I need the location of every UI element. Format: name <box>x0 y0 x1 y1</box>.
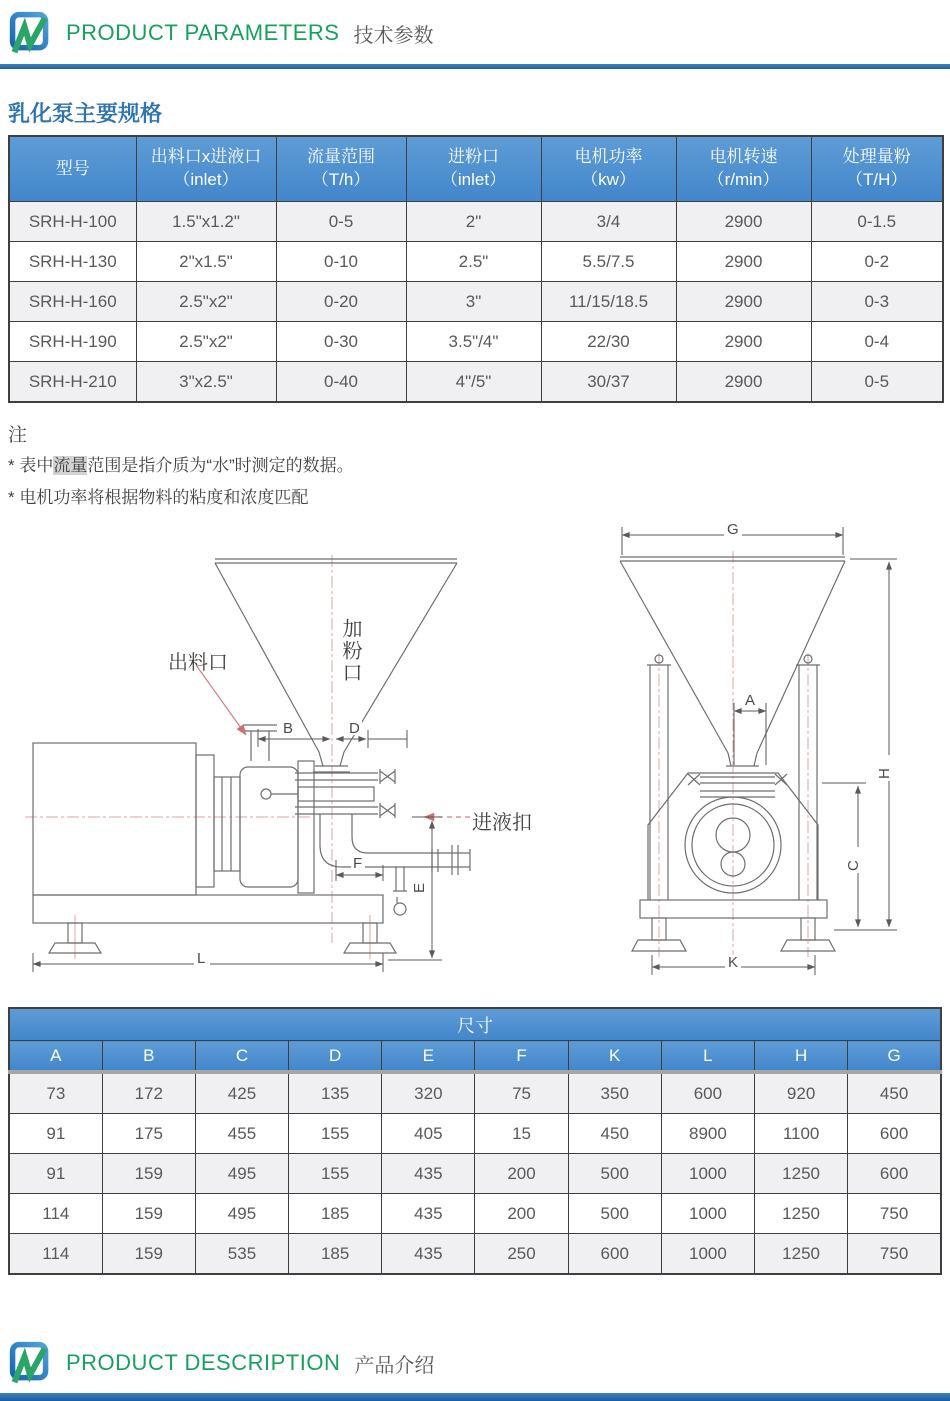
spec-col-flow-range: 流量范围 （T/h） <box>276 136 406 202</box>
note-1-suffix: 范围是指介质为“水”时测定的数据。 <box>87 456 354 475</box>
table-cell: 600 <box>661 1072 754 1114</box>
note-1-highlight: 流量 <box>53 456 88 475</box>
table-cell: 450 <box>568 1114 661 1154</box>
table-cell: 155 <box>289 1114 382 1154</box>
spec-col-powder-inlet: 进粉口 （inlet） <box>406 136 541 202</box>
dim-label-a: A <box>745 692 756 709</box>
table-row <box>9 1234 941 1275</box>
dimensions-table <box>8 1007 942 1275</box>
table-row <box>9 1114 941 1154</box>
table-cell: 535 <box>195 1234 288 1275</box>
table-cell: 159 <box>102 1234 195 1275</box>
table-cell: 75 <box>475 1072 568 1114</box>
table-cell: 3" <box>406 282 541 322</box>
note-line-1 <box>8 451 354 476</box>
table-cell: 320 <box>382 1072 475 1114</box>
dim-col-b: B <box>102 1041 195 1073</box>
table-cell: 159 <box>102 1154 195 1194</box>
notes-title: 注 <box>8 425 28 446</box>
dim-col-g: G <box>848 1041 941 1073</box>
table-cell: 0-5 <box>811 362 943 403</box>
table-cell: SRH-H-210 <box>9 362 136 403</box>
table-cell: 8900 <box>661 1114 754 1154</box>
table-cell: 159 <box>102 1194 195 1234</box>
dimension-lines <box>33 527 897 975</box>
table-cell: 114 <box>9 1194 102 1234</box>
table-cell: 0-40 <box>276 362 406 403</box>
table-cell: 1000 <box>661 1194 754 1234</box>
table-cell: 750 <box>848 1234 941 1275</box>
table-cell: 135 <box>289 1072 382 1114</box>
table-cell: 175 <box>102 1114 195 1154</box>
table-cell: 1000 <box>661 1154 754 1194</box>
spec-col-motor-power: 电机功率 （kw） <box>541 136 676 202</box>
section-title-en: PRODUCT PARAMETERS <box>66 20 340 45</box>
table-cell: 920 <box>755 1072 848 1114</box>
section-title-cn: 产品介绍 <box>354 1354 435 1377</box>
dim-label-g: G <box>727 521 739 538</box>
table-cell: 425 <box>195 1072 288 1114</box>
table-cell: 600 <box>848 1154 941 1194</box>
page-title: 乳化泵主要规格 <box>8 101 163 126</box>
table-cell: 2.5"x2" <box>136 322 276 362</box>
dim-label-k: K <box>728 954 739 971</box>
note-line-2: * 电机功率将根据物料的粘度和浓度匹配 <box>8 488 309 507</box>
spec-col-model: 型号 <box>9 136 136 202</box>
dimensions-table-title: 尺寸 <box>9 1008 941 1041</box>
note-1-prefix: * 表中 <box>8 456 54 475</box>
table-cell: 0-2 <box>811 242 943 282</box>
table-cell: 155 <box>289 1154 382 1194</box>
table-cell: 2900 <box>676 282 811 322</box>
table-cell: 2.5"x2" <box>136 282 276 322</box>
technical-drawing <box>0 515 950 985</box>
spec-table-header-row <box>9 136 943 202</box>
dim-label-l: L <box>197 950 206 967</box>
table-cell: 114 <box>9 1234 102 1275</box>
dim-col-f: F <box>475 1041 568 1073</box>
dim-col-c: C <box>195 1041 288 1073</box>
dim-label-e: E <box>411 882 428 893</box>
table-cell: 185 <box>289 1234 382 1275</box>
table-cell: 435 <box>382 1194 475 1234</box>
table-cell: 435 <box>382 1234 475 1275</box>
table-row <box>9 1194 941 1234</box>
table-cell: 250 <box>475 1234 568 1275</box>
table-cell: 2" <box>406 202 541 242</box>
table-cell: 2900 <box>676 242 811 282</box>
spec-col-capacity: 处理量粉 （T/H） <box>811 136 943 202</box>
table-row <box>9 1072 941 1114</box>
table-cell: 1.5"x1.2" <box>136 202 276 242</box>
dim-label-d: D <box>349 720 360 737</box>
table-cell: 30/37 <box>541 362 676 403</box>
table-cell: 450 <box>848 1072 941 1114</box>
table-row <box>9 362 943 403</box>
table-cell: SRH-H-160 <box>9 282 136 322</box>
table-cell: 3.5"/4" <box>406 322 541 362</box>
table-cell: 455 <box>195 1114 288 1154</box>
liquid-inlet-label: 进液扣 <box>472 812 532 834</box>
table-cell: 0-3 <box>811 282 943 322</box>
table-row <box>9 242 943 282</box>
table-cell: 350 <box>568 1072 661 1114</box>
table-cell: 500 <box>568 1194 661 1234</box>
table-cell: SRH-H-100 <box>9 202 136 242</box>
table-cell: 1250 <box>755 1234 848 1275</box>
table-cell: 0-30 <box>276 322 406 362</box>
table-cell: SRH-H-130 <box>9 242 136 282</box>
dimension-labels <box>194 521 896 971</box>
table-cell: 2"x1.5" <box>136 242 276 282</box>
table-cell: 22/30 <box>541 322 676 362</box>
footer-divider <box>0 1393 950 1401</box>
table-cell: 495 <box>195 1154 288 1194</box>
table-cell: 5.5/7.5 <box>541 242 676 282</box>
dim-col-e: E <box>382 1041 475 1073</box>
dimensions-table-header-row <box>9 1041 941 1073</box>
dim-label-b: B <box>283 720 294 737</box>
spec-table <box>8 135 944 403</box>
table-cell: 750 <box>848 1194 941 1234</box>
brand-logo-icon <box>8 1340 52 1386</box>
dim-label-f: F <box>353 855 363 872</box>
table-cell: 0-4 <box>811 322 943 362</box>
dimensions-table-title-row <box>9 1008 941 1041</box>
table-cell: 3/4 <box>541 202 676 242</box>
table-cell: 91 <box>9 1114 102 1154</box>
page-footer <box>8 1340 434 1386</box>
spec-col-motor-speed: 电机转速 （r/min） <box>676 136 811 202</box>
dim-label-c: C <box>845 860 862 871</box>
powder-inlet-label: 加粉口 <box>339 618 361 684</box>
section-title-en: PRODUCT DESCRIPTION <box>66 1350 341 1375</box>
table-cell: 15 <box>475 1114 568 1154</box>
table-row <box>9 322 943 362</box>
dim-label-h: H <box>876 768 893 779</box>
table-row <box>9 1154 941 1194</box>
table-cell: 0-5 <box>276 202 406 242</box>
table-cell: 0-10 <box>276 242 406 282</box>
table-cell: 435 <box>382 1154 475 1194</box>
spec-col-outlet-inlet: 出料口x进液口 （inlet） <box>136 136 276 202</box>
dim-col-a: A <box>9 1041 102 1073</box>
table-cell: 11/15/18.5 <box>541 282 676 322</box>
table-cell: 600 <box>568 1234 661 1275</box>
table-cell: 1250 <box>755 1154 848 1194</box>
table-cell: 405 <box>382 1114 475 1154</box>
side-view-geometry <box>33 559 470 953</box>
outlet-leader-arrow <box>196 665 246 735</box>
table-row <box>9 202 943 242</box>
table-cell: 0-1.5 <box>811 202 943 242</box>
page-header <box>8 10 433 56</box>
table-cell: 2.5" <box>406 242 541 282</box>
table-cell: 2900 <box>676 362 811 403</box>
table-cell: 1100 <box>755 1114 848 1154</box>
dim-col-l: L <box>661 1041 754 1073</box>
table-cell: 600 <box>848 1114 941 1154</box>
table-cell: 2900 <box>676 322 811 362</box>
table-cell: 2900 <box>676 202 811 242</box>
outlet-label: 出料口 <box>168 652 228 674</box>
table-cell: 73 <box>9 1072 102 1114</box>
section-title-cn: 技术参数 <box>353 24 434 47</box>
table-cell: 500 <box>568 1154 661 1194</box>
table-cell: 1000 <box>661 1234 754 1275</box>
table-cell: 0-20 <box>276 282 406 322</box>
table-cell: 3"x2.5" <box>136 362 276 403</box>
dim-col-h: H <box>755 1041 848 1073</box>
table-row <box>9 282 943 322</box>
dim-col-d: D <box>289 1041 382 1073</box>
table-cell: 200 <box>475 1154 568 1194</box>
table-cell: 91 <box>9 1154 102 1194</box>
table-cell: 185 <box>289 1194 382 1234</box>
table-cell: 4"/5" <box>406 362 541 403</box>
dim-col-k: K <box>568 1041 661 1073</box>
table-cell: 172 <box>102 1072 195 1114</box>
table-cell: 495 <box>195 1194 288 1234</box>
brand-logo-icon <box>8 10 52 56</box>
header-divider <box>0 64 950 69</box>
table-cell: SRH-H-190 <box>9 322 136 362</box>
table-cell: 1250 <box>755 1194 848 1234</box>
table-cell: 200 <box>475 1194 568 1234</box>
